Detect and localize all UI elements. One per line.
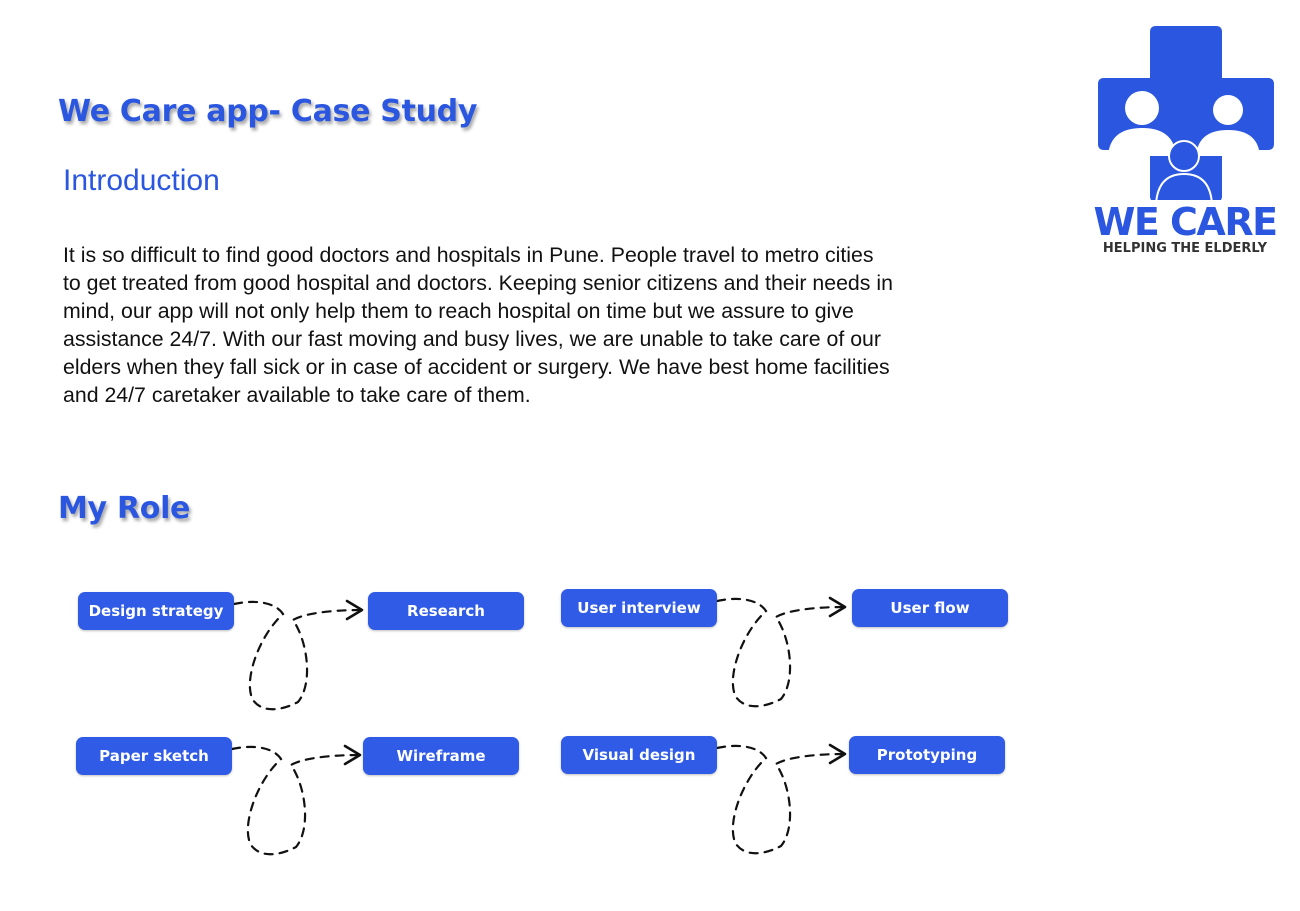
role-step-user-flow: User flow (852, 589, 1008, 627)
role-step-wireframe: Wireframe (363, 737, 519, 775)
medical-cross-family-icon (1092, 24, 1278, 204)
role-flow-visual-design (561, 736, 1021, 866)
role-step-user-interview: User interview (561, 589, 717, 627)
role-flow-user-interview (561, 589, 1021, 719)
role-step-prototyping: Prototyping (849, 736, 1005, 774)
role-flow-paper-sketch (76, 737, 536, 867)
role-flow-design-strategy (78, 592, 538, 722)
role-step-design-strategy: Design strategy (78, 592, 234, 630)
my-role-heading: My Role (58, 491, 191, 526)
logo-wordmark: WE CARE (1093, 200, 1277, 244)
we-care-logo (1092, 24, 1278, 260)
introduction-heading: Introduction (63, 164, 220, 197)
logo-tagline: HELPING THE ELDERLY (1102, 241, 1268, 256)
role-step-research: Research (368, 592, 524, 630)
role-step-paper-sketch: Paper sketch (76, 737, 232, 775)
role-step-visual-design: Visual design (561, 736, 717, 774)
introduction-paragraph: It is so difficult to find good doctors and hospitals in Pune. People travel to metro cities to get treated from good hospital and doctors. Keeping senior citizens and their needs in mind, our app will not only help them to reach hospital on time but we assure to give assistance 24/7. With our fast moving and busy lives, we are unable to take care of our elders when they fall sick or in case of accident or surgery. We have best home facilities and 24/7 caretaker available to take care of them. (63, 243, 893, 407)
page-title: We Care app- Case Study (58, 94, 478, 129)
